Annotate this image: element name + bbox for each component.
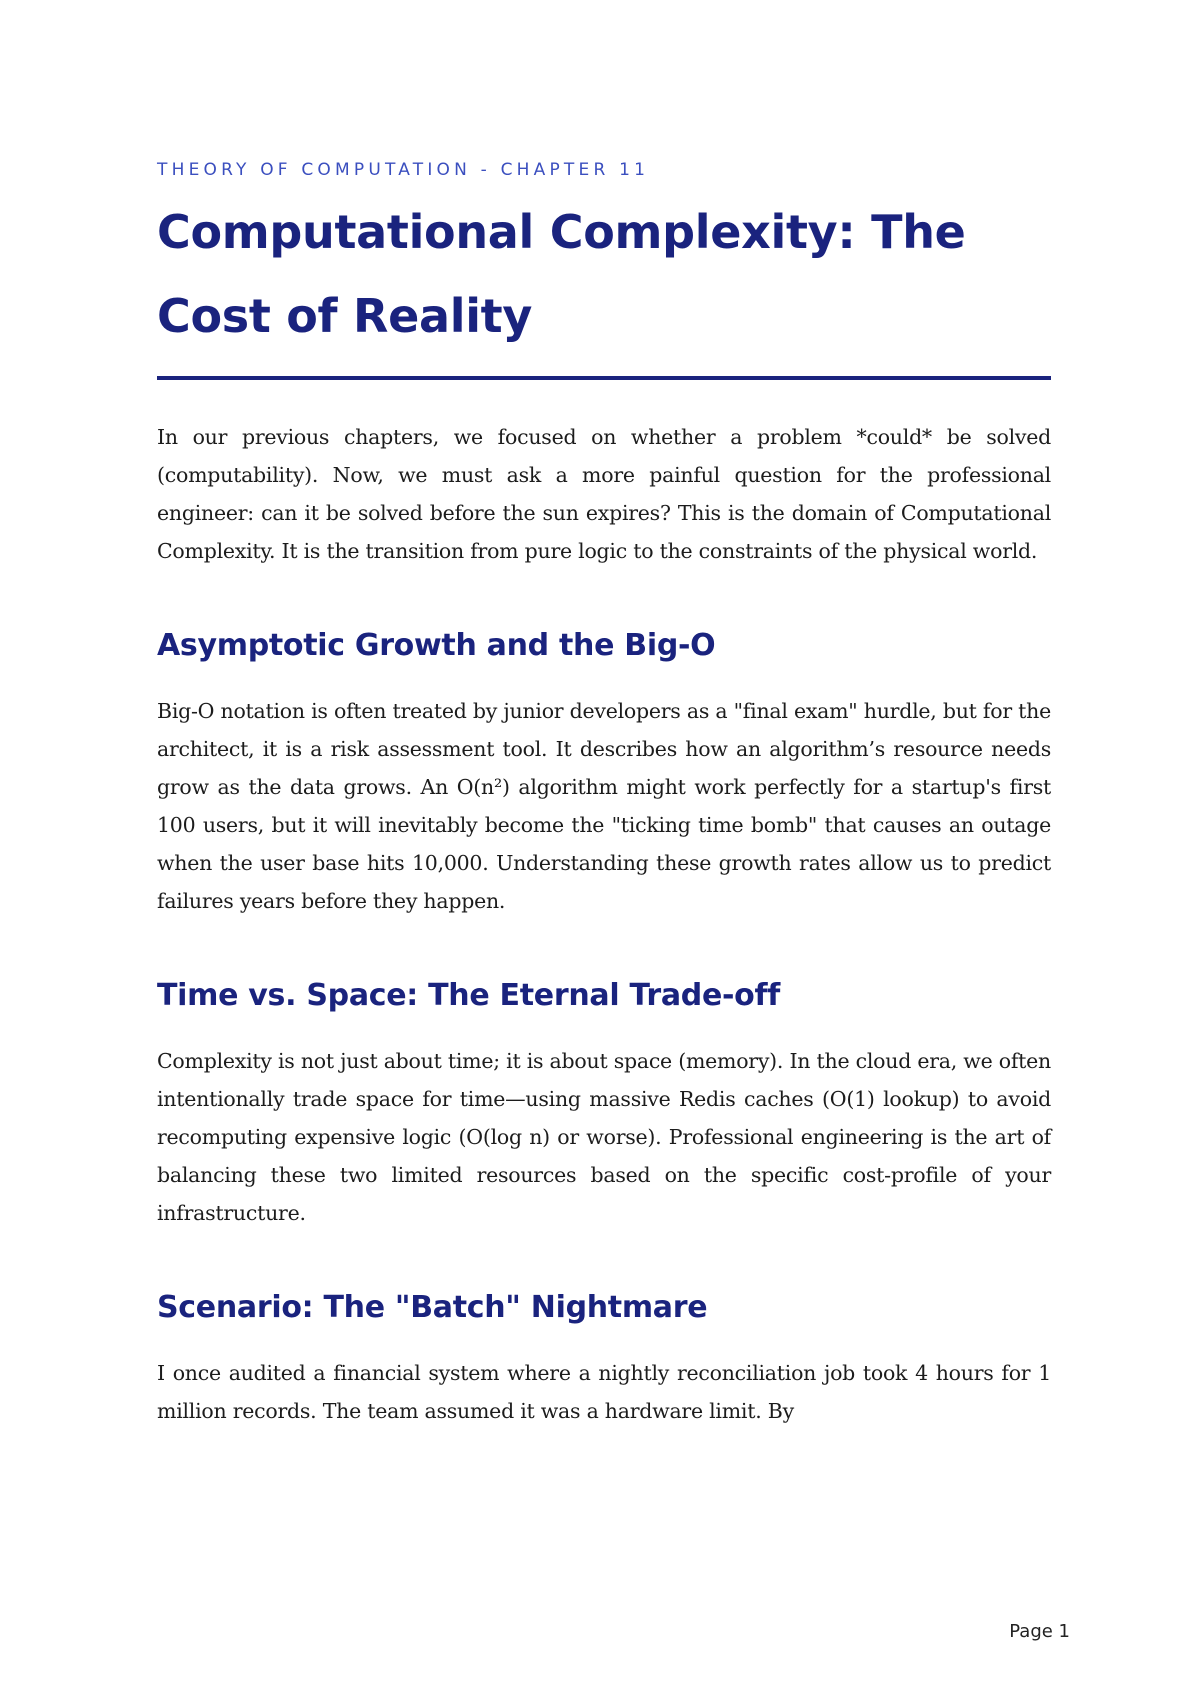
- section-heading-big-o: Asymptotic Growth and the Big-O: [157, 628, 716, 663]
- chapter-kicker: THEORY OF COMPUTATION - CHAPTER 11: [157, 160, 650, 180]
- section-paragraph-time-space: Complexity is not just about time; it is about space (memory). In the cloud era, we often intentionally trade space for time—using massive Redis caches (O(1) lookup) to avoid recomputing expensive logic (O(log n) or worse). Professional engineering is the art of balancing these two limited resources based on the specific cost-profile of your infrastructure.: [157, 1049, 1051, 1225]
- title-divider: [157, 376, 1051, 380]
- section-heading-batch-scenario: Scenario: The "Batch" Nightmare: [157, 1290, 708, 1325]
- section-paragraph-batch-scenario: I once audited a financial system where a nightly reconciliation job took 4 hours for 1 million records. The team assumed it was a hardware limit. By: [157, 1361, 1051, 1423]
- page-title: Computational Complexity: The Cost of Reality: [157, 205, 966, 343]
- page-number: Page 1: [1009, 1621, 1070, 1642]
- section-heading-time-space: Time vs. Space: The Eternal Trade-off: [157, 978, 780, 1013]
- document-page: [157, 150, 1051, 1430]
- intro-paragraph: In our previous chapters, we focused on whether a problem *could* be solved (computability). Now, we must ask a more painful question for the professional engineer: can it be solved before the sun expires? This is the domain of Computational Complexity. It is the transition from pure logic to the constraints of the physical world.: [157, 425, 1051, 563]
- section-paragraph-big-o: Big-O notation is often treated by junior developers as a "final exam" hurdle, but for the architect, it is a risk assessment tool. It describes how an algorithm’s resource needs grow as the data grows. An O(n²) algorithm might work perfectly for a startup's first 100 users, but it will inevitably become the "ticking time bomb" that causes an outage when the user base hits 10,000. Understanding these growth rates allow us to predict failures years before they happen.: [157, 699, 1051, 913]
